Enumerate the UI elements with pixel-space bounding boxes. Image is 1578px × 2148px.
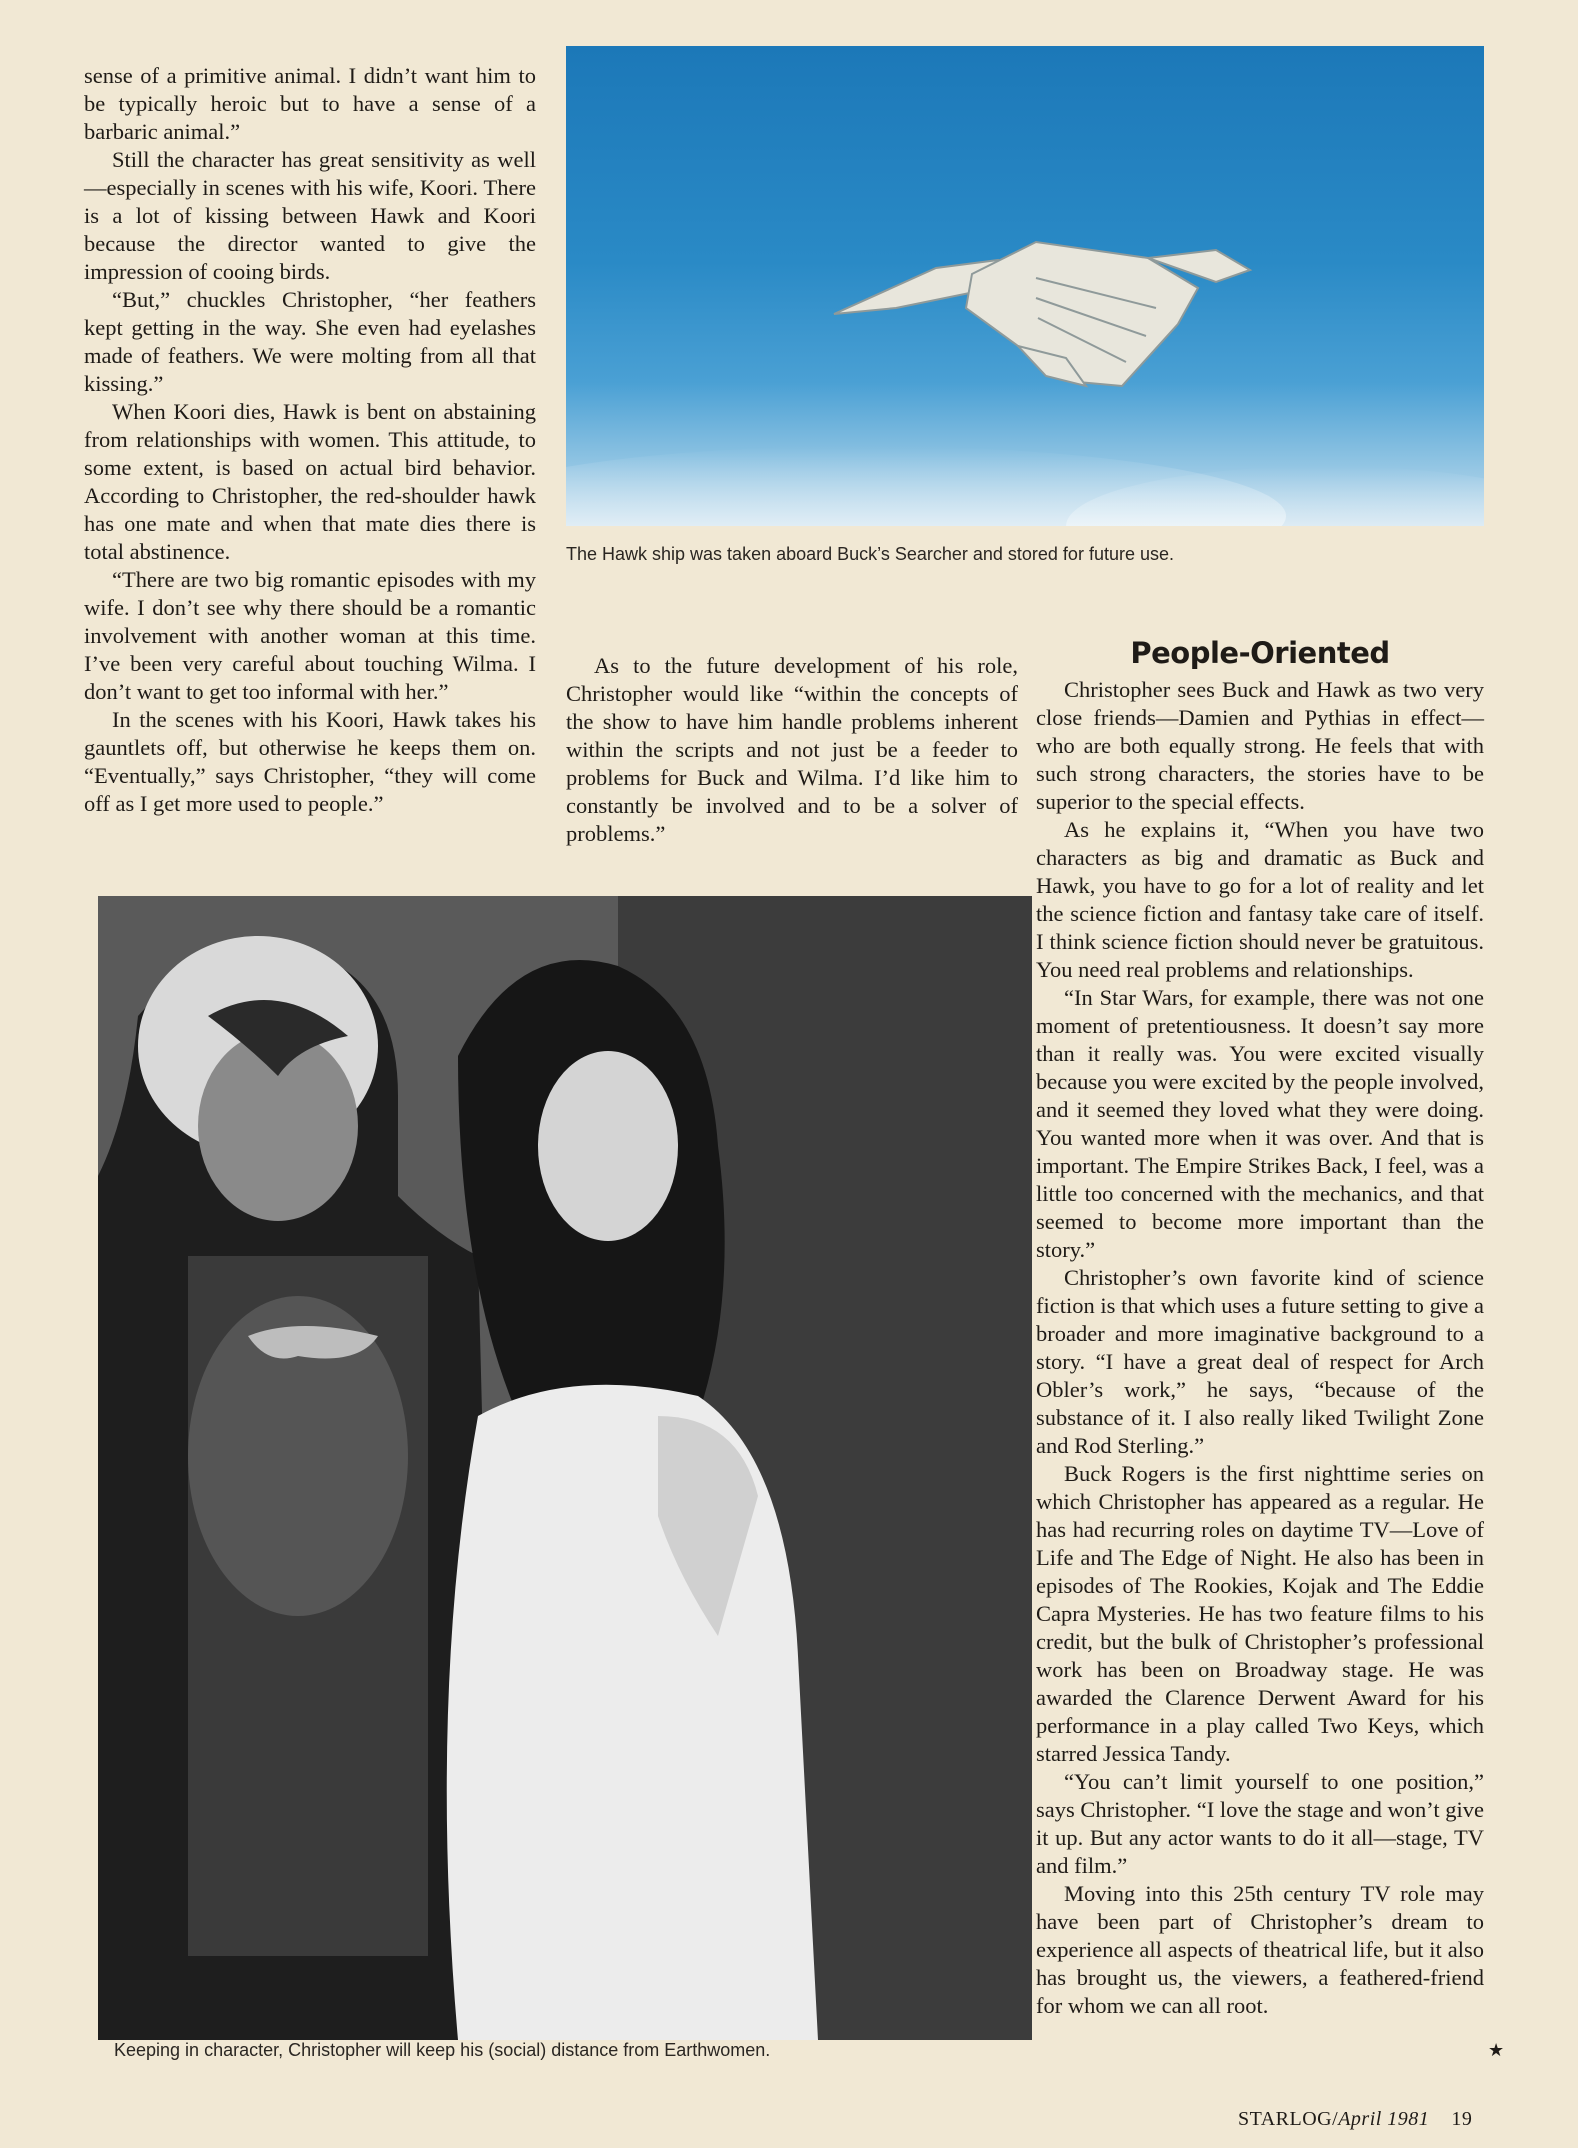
publication-name: STARLOG/: [1238, 2108, 1339, 2130]
paragraph: Christopher’s own favorite kind of science fiction is that which uses a future setting to give a broader and more imaginative background to a story. “I have a great deal of respect for Arch Obler’s work,” he says, “because of the substance of it. I also really liked Twilight Zone and Rod Sterling.”: [1036, 1265, 1484, 1458]
article-column-2: [566, 652, 1018, 848]
hawk-ship-illustration: [566, 46, 1484, 526]
article-column-3: [1036, 676, 1484, 2020]
paragraph: “You can’t limit yourself to one position,” says Christopher. “I love the stage and won’t give it up. But any actor wants to do it all—stage, TV and film.”: [1036, 1769, 1484, 1878]
portrait-illustration: [98, 896, 1032, 2040]
paragraph: “There are two big romantic episodes with my wife. I don’t see why there should be a romantic involvement with another woman at this time. I’ve been very careful about touching Wilma. I don’t want to get too informal with her.”: [84, 567, 536, 704]
page-number: 19: [1451, 2108, 1473, 2130]
article-column-1: [84, 62, 536, 818]
hawk-and-wilma-photo: [98, 896, 1032, 2040]
ship-photo-caption: The Hawk ship was taken aboard Buck’s Searcher and stored for future use.: [566, 544, 1174, 564]
hawk-ship-photo: [566, 46, 1484, 526]
section-heading: People-Oriented: [1130, 636, 1390, 670]
paragraph: sense of a primitive animal. I didn’t want him to be typically heroic but to have a sense of a barbaric animal.”: [84, 63, 536, 144]
portrait-photo-caption: Keeping in character, Christopher will keep his (social) distance from Earthwomen.: [114, 2040, 771, 2060]
page-footer: [1238, 2108, 1472, 2131]
end-mark-star: ★: [1488, 2040, 1505, 2060]
paragraph: “In Star Wars, for example, there was not one moment of pretentiousness. It doesn’t say more than it really was. You were excited visually because you were excited by the people involved, and it seemed they loved what they were doing. You wanted more when it was over. And that is important. The Empire Strikes Back, I feel, was a little too concerned with the mechanics, and that seemed to become more important than the story.”: [1036, 985, 1484, 1262]
paragraph: “But,” chuckles Christopher, “her feathers kept getting in the way. She even had eyelashes made of feathers. We were molting from all that kissing.”: [84, 287, 536, 396]
paragraph: As he explains it, “When you have two characters as big and dramatic as Buck and Hawk, you have to go for a lot of reality and let the science fiction and fantasy take care of itself. I think science fiction should never be gratuitous. You need real problems and relationships.: [1036, 817, 1484, 982]
paragraph: In the scenes with his Koori, Hawk takes his gauntlets off, but otherwise he keeps them on. “Eventually,” says Christopher, “they will come off as I get more used to people.”: [84, 707, 536, 816]
paragraph: As to the future development of his role, Christopher would like “within the concepts of the show to have him handle problems inherent within the scripts and not just be a feeder to problems for Buck and Wilma. I’d like him to constantly be involved and to be a solver of problems.”: [566, 653, 1018, 846]
paragraph: When Koori dies, Hawk is bent on abstaining from relationships with women. This attitude, to some extent, is based on actual bird behavior. According to Christopher, the red-shoulder hawk has one mate and when that mate dies there is total abstinence.: [84, 399, 536, 564]
paragraph: Still the character has great sensitivity as well—especially in scenes with his wife, Koori. There is a lot of kissing between Hawk and Koori because the director wanted to give the impression of cooing birds.: [84, 147, 536, 284]
paragraph: Christopher sees Buck and Hawk as two very close friends—Damien and Pythias in effect—who are both equally strong. He feels that with such strong characters, the stories have to be superior to the special effects.: [1036, 677, 1484, 814]
paragraph: Moving into this 25th century TV role may have been part of Christopher’s dream to experience all aspects of theatrical life, but it also has brought us, the viewers, a feathered-friend for whom we can all root.: [1036, 1881, 1484, 2018]
paragraph: Buck Rogers is the first nighttime series on which Christopher has appeared as a regular. He has had recurring roles on daytime TV—Love of Life and The Edge of Night. He also has been in episodes of The Rookies, Kojak and The Eddie Capra Mysteries. He has two feature films to his credit, but the bulk of Christopher’s professional work has been on Broadway stage. He was awarded the Clarence Derwent Award for his performance in a play called Two Keys, which starred Jessica Tandy.: [1036, 1461, 1484, 1766]
issue-date: April 1981: [1338, 2108, 1430, 2130]
